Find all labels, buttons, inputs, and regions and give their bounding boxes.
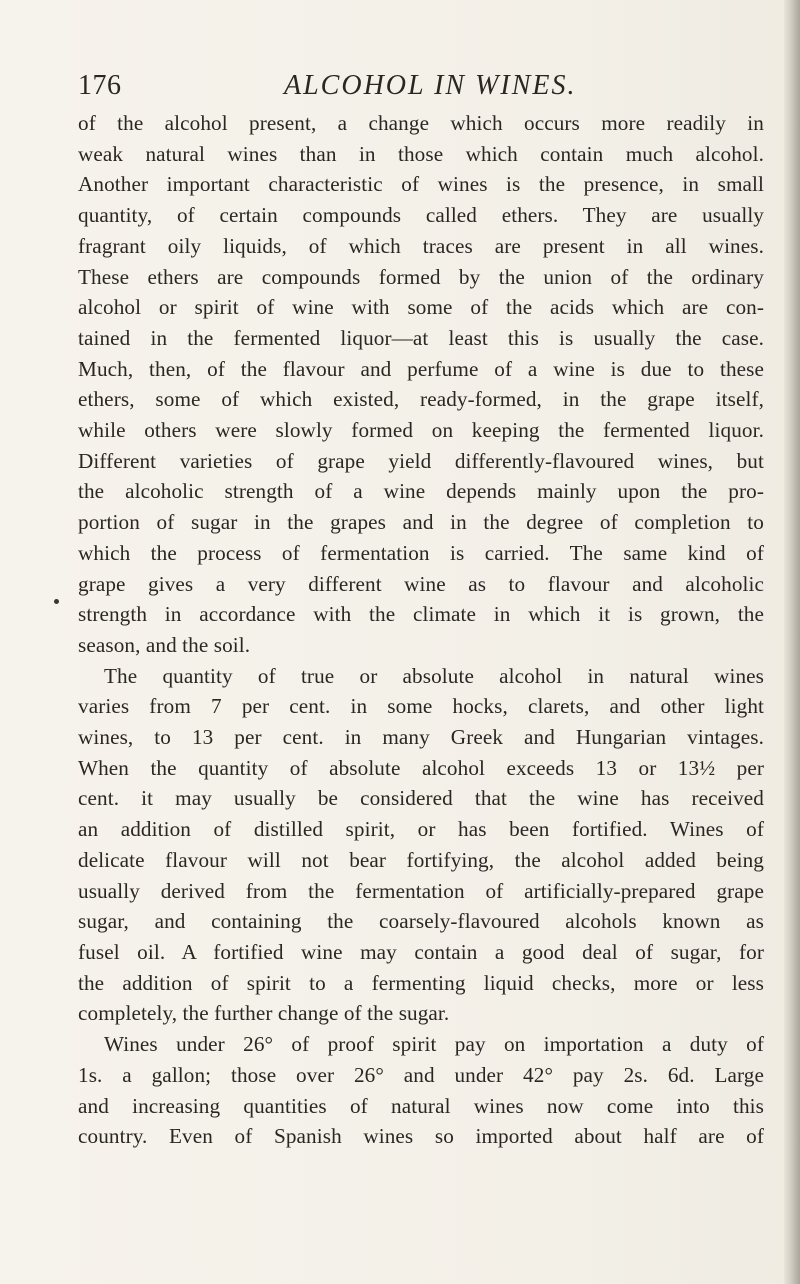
body-text [78, 108, 764, 1152]
text-line: season, and the soil. [78, 632, 251, 657]
ink-spot [54, 599, 59, 604]
text-line: while others were slowly formed on keeping the fermented liquor. [78, 418, 764, 443]
text-line: tained in the fermented liquor—at least this is usually the case. [78, 325, 764, 350]
text-line: grape gives a very different wine as to flavour and alcoholic [78, 571, 764, 596]
text-line: Different varieties of grape yield differently-flavoured wines, but [78, 448, 764, 473]
text-line: alcohol or spirit of wine with some of the acids which are con- [78, 295, 764, 320]
text-line: When the quantity of absolute alcohol exceeds 13 or 13½ per [78, 755, 764, 780]
text-line: Wines under 26° of proof spirit pay on importation a duty of [104, 1032, 764, 1057]
text-line: ethers, some of which existed, ready-formed, in the grape itself, [78, 387, 764, 412]
text-line: portion of sugar in the grapes and in the degree of completion to [78, 510, 764, 535]
text-line: The quantity of true or absolute alcohol in natural wines [104, 663, 764, 688]
text-line: Another important characteristic of wines is the presence, in small [78, 172, 764, 197]
text-line: quantity, of certain compounds called ethers. They are usually [78, 203, 764, 228]
text-line: which the process of fermentation is carried. The same kind of [78, 540, 764, 565]
text-line: delicate flavour will not bear fortifying, the alcohol added being [78, 847, 764, 872]
text-line: sugar, and containing the coarsely-flavoured alcohols known as [78, 909, 764, 934]
text-line: strength in accordance with the climate in which it is grown, the [78, 602, 764, 627]
text-line: the addition of spirit to a fermenting liquid checks, more or less [78, 970, 764, 995]
text-line: an addition of distilled spirit, or has been fortified. Wines of [78, 817, 764, 842]
text-line: fusel oil. A fortified wine may contain a good deal of sugar, for [78, 939, 764, 964]
text-line: wines, to 13 per cent. in many Greek and Hungarian vintages. [78, 725, 764, 750]
text-line: and increasing quantities of natural wines now come into this [78, 1093, 764, 1118]
page-number: 176 [78, 70, 122, 101]
text-line: These ethers are compounds formed by the union of the ordinary [78, 264, 764, 289]
text-line: cent. it may usually be considered that the wine has received [78, 786, 764, 811]
text-line: varies from 7 per cent. in some hocks, clarets, and other light [78, 694, 764, 719]
text-line: completely, the further change of the sugar. [78, 1001, 450, 1026]
page-edge-shadow [784, 0, 800, 1284]
text-line: the alcoholic strength of a wine depends mainly upon the pro- [78, 479, 764, 504]
page-header [78, 68, 758, 104]
text-line: weak natural wines than in those which contain much alcohol. [78, 141, 764, 166]
text-line: Much, then, of the flavour and perfume of a wine is due to these [78, 356, 764, 381]
text-line: country. Even of Spanish wines so imported about half are of [78, 1124, 764, 1149]
text-line: 1s. a gallon; those over 26° and under 42° pay 2s. 6d. Large [78, 1062, 764, 1087]
text-line: of the alcohol present, a change which occurs more readily in [78, 111, 764, 135]
text-line: usually derived from the fermentation of artificially-prepared grape [78, 878, 764, 903]
text-line: fragrant oily liquids, of which traces are present in all wines. [78, 233, 764, 258]
running-title: ALCOHOL IN WINES. [284, 70, 577, 101]
